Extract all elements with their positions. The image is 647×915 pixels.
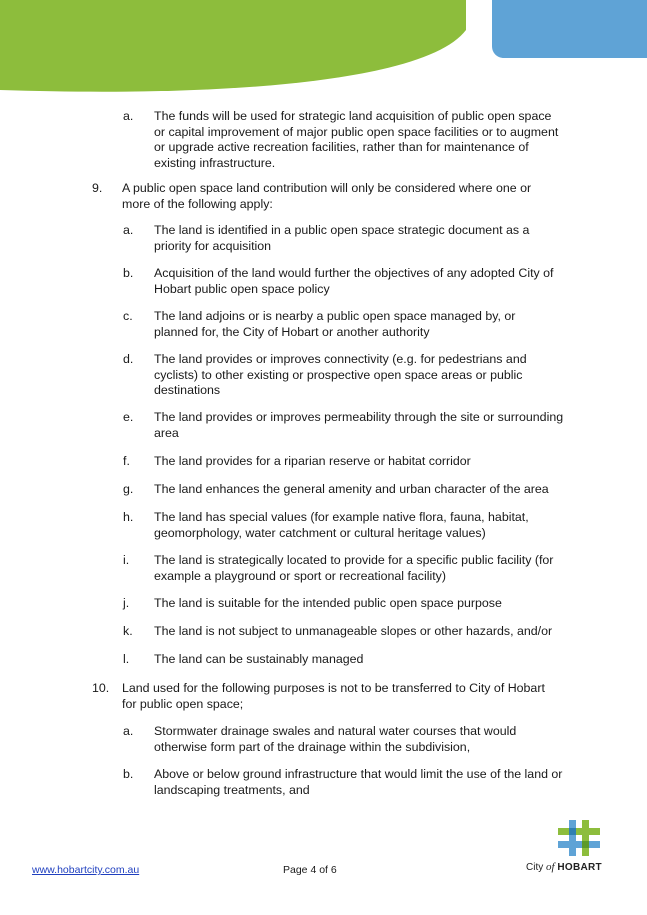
list-item-text: The land has special values (for example native flora, fauna, habitat, geomorphology, water catchment or cultural heritage values) [154, 510, 529, 540]
list-item-label: 10. [92, 681, 110, 695]
blue-tab [492, 0, 647, 58]
list-item-label: 9. [92, 181, 103, 195]
logo-wordmark [526, 861, 602, 873]
list-item-label: c. [123, 309, 133, 323]
green-swoosh [0, 0, 466, 92]
header-banner [0, 0, 647, 100]
list-item-text: The land is identified in a public open space strategic document as a priority for acquisition [154, 223, 530, 253]
website-link[interactable]: www.hobartcity.com.au [32, 864, 140, 876]
logo-hobart: HOBART [557, 862, 602, 873]
logo-of: of [546, 861, 555, 873]
list-item-label: l. [123, 652, 130, 666]
list-item-label: k. [123, 624, 133, 638]
list-item-text: The land is suitable for the intended public open space purpose [154, 596, 502, 610]
list-item-label: e. [123, 410, 134, 424]
list-item-text: The land provides or improves permeability through the site or surrounding area [154, 410, 564, 440]
list-item-label: h. [123, 510, 134, 524]
list-item-label: b. [123, 266, 134, 280]
list-item-text: Stormwater drainage swales and natural water courses that would otherwise form part of the drainage within the subdivision, [154, 724, 517, 754]
list-item-text: Acquisition of the land would further the objectives of any adopted City of Hobart public open space policy [154, 266, 554, 296]
list-item-text: Above or below ground infrastructure that would limit the use of the land or landscaping treatments, and [154, 767, 563, 797]
list-item-text: The land provides or improves connectivity (e.g. for pedestrians and cyclists) to other existing or prospective open space areas or public destinations [154, 352, 527, 397]
list-item-text: The land enhances the general amenity and urban character of the area [154, 482, 549, 496]
list-item-text: The land is not subject to unmanageable slopes or other hazards, and/or [154, 624, 553, 638]
list-item-label: a. [123, 223, 134, 237]
page-number: Page 4 of 6 [283, 864, 337, 876]
list-item-text: The land can be sustainably managed [154, 652, 364, 666]
list-item-text: A public open space land contribution will only be considered where one or more of the following apply: [122, 181, 532, 211]
logo-city: City [526, 862, 544, 873]
list-item-label: d. [123, 352, 134, 366]
list-item-label: a. [123, 109, 134, 123]
list-item-label: i. [123, 553, 130, 567]
list-item-text: Land used for the following purposes is not to be transferred to City of Hobart for public open space; [122, 681, 545, 711]
list-item-label: j. [123, 596, 130, 610]
list-item-label: f. [123, 454, 130, 468]
list-item-text: The funds will be used for strategic land acquisition of public open space or capital improvement of major public open space facilities or to augment or upgrade active recreation facilities, rather than for maintenance of existing infrastructure. [154, 109, 559, 170]
list-item-label: a. [123, 724, 134, 738]
list-item-text: The land adjoins or is nearby a public open space managed by, or planned for, the City of Hobart or another authority [154, 309, 516, 339]
list-item-text: The land provides for a riparian reserve or habitat corridor [154, 454, 471, 468]
list-item-label: g. [123, 482, 134, 496]
list-item-label: b. [123, 767, 134, 781]
list-item-text: The land is strategically located to provide for a specific public facility (for example a playground or sport or recreational facility) [154, 553, 554, 583]
